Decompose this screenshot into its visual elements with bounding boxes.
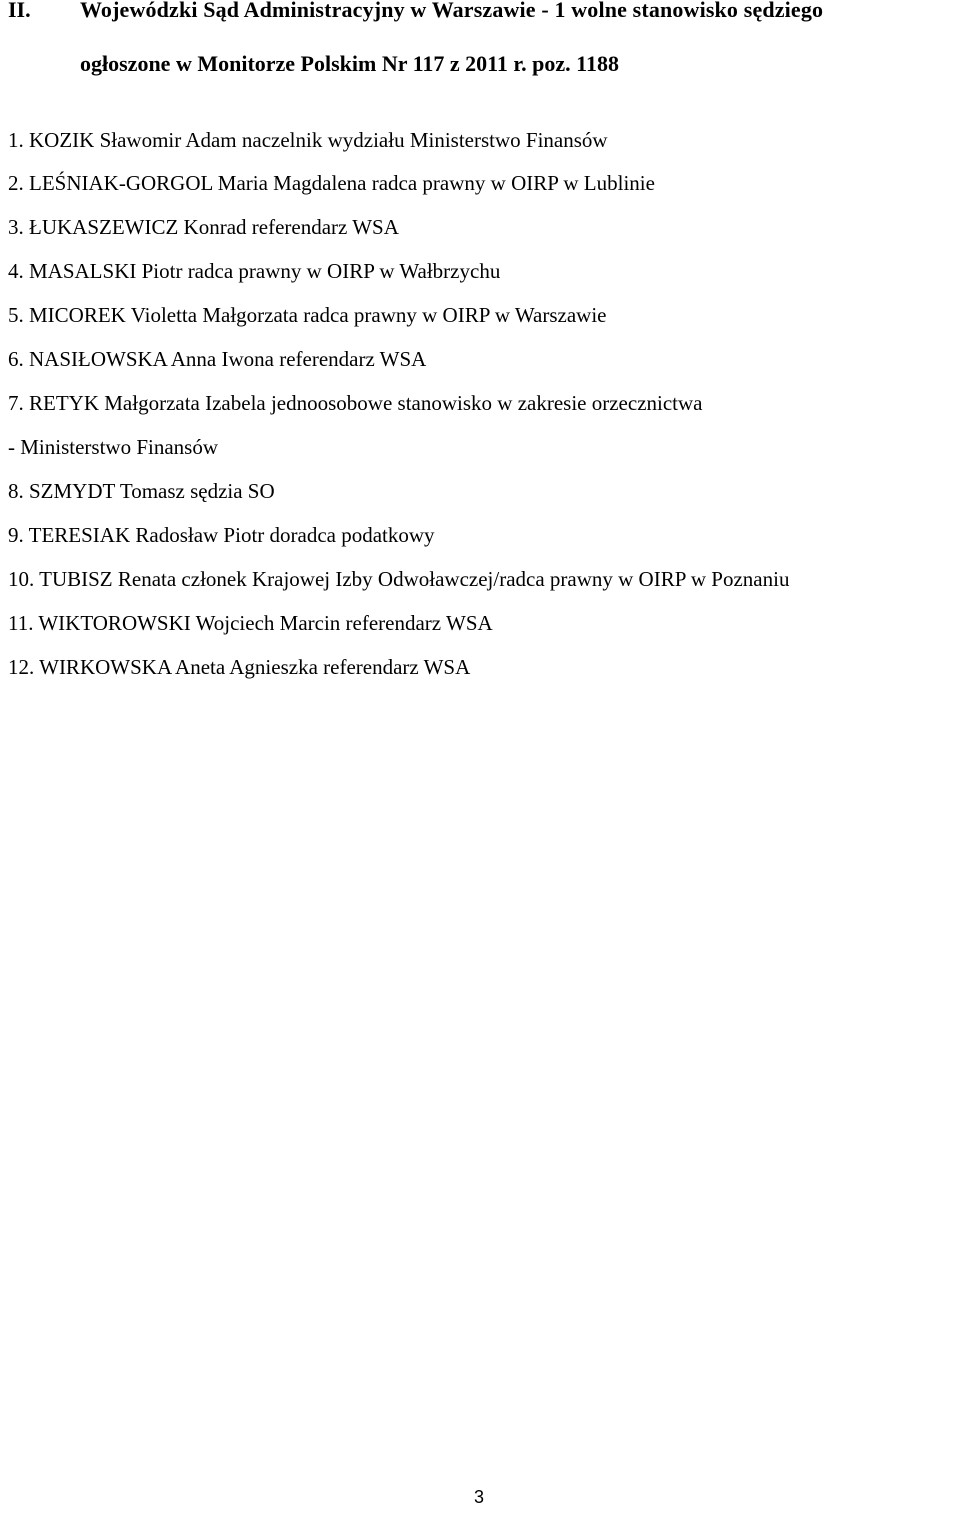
list-item: 5. MICOREK Violetta Małgorzata radca prawny w OIRP w Warszawie	[8, 303, 607, 327]
page-number: 3	[474, 1487, 485, 1507]
heading-row	[0, 0, 960, 76]
list-item: 10. TUBISZ Renata członek Krajowej Izby Odwoławczej/radca prawny w OIRP w Poznaniu	[8, 567, 790, 591]
list-item-continuation: - Ministerstwo Finansów	[8, 435, 218, 459]
section-title-line-1: Wojewódzki Sąd Administracyjny w Warszawie - 1 wolne stanowisko sędziego	[80, 0, 824, 22]
section-heading	[0, 0, 960, 76]
list-item: 1. KOZIK Sławomir Adam naczelnik wydziału Ministerstwo Finansów	[8, 128, 608, 152]
list-item: 6. NASIŁOWSKA Anna Iwona referendarz WSA	[8, 347, 427, 371]
list-item: 7. RETYK Małgorzata Izabela jednoosobowe stanowisko w zakresie orzecznictwa	[8, 391, 703, 415]
section-title-line-2: ogłoszone w Monitorze Polskim Nr 117 z 2011 r. poz. 1188	[80, 51, 619, 76]
list-item: 2. LEŚNIAK-GORGOL Maria Magdalena radca prawny w OIRP w Lublinie	[8, 171, 655, 195]
list-item: 12. WIRKOWSKA Aneta Agnieszka referendarz WSA	[8, 655, 471, 679]
list-item: 9. TERESIAK Radosław Piotr doradca podatkowy	[8, 523, 435, 547]
list-item: 11. WIKTOROWSKI Wojciech Marcin referendarz WSA	[8, 611, 493, 635]
list-item: 4. MASALSKI Piotr radca prawny w OIRP w Wałbrzychu	[8, 259, 501, 283]
section-number: II.	[8, 0, 31, 22]
list-item: 3. ŁUKASZEWICZ Konrad referendarz WSA	[8, 215, 399, 239]
list-item: 8. SZMYDT Tomasz sędzia SO	[8, 479, 275, 503]
